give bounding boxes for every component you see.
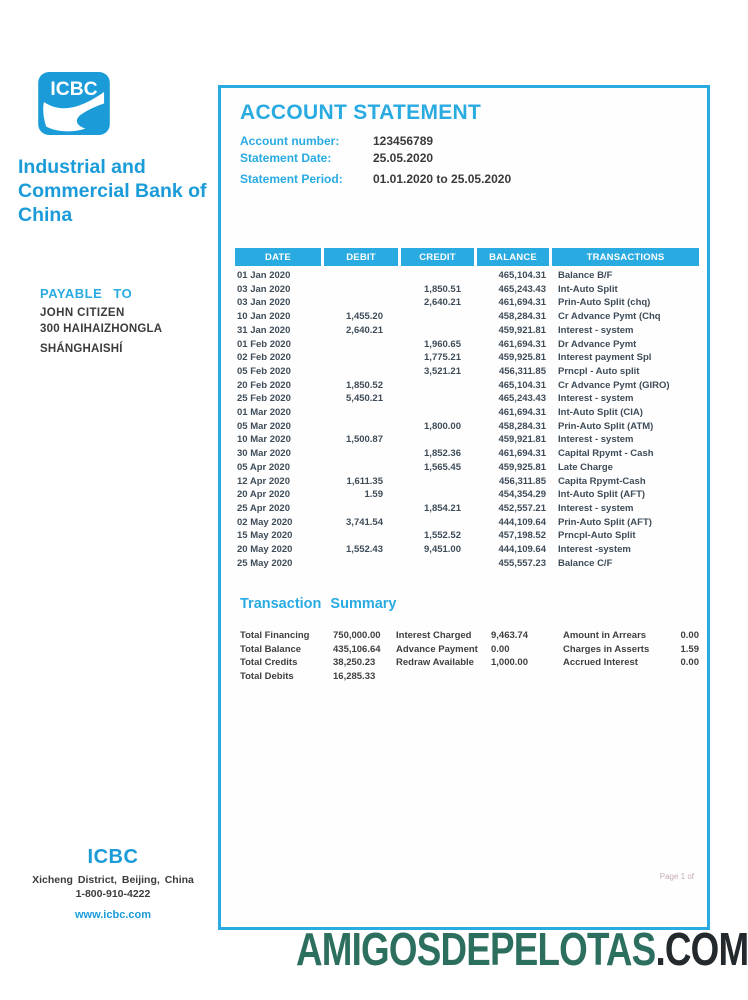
- summary-value: 1.59: [680, 643, 699, 655]
- table-row: [235, 379, 699, 393]
- cell-date: 10 Jan 2020: [237, 311, 291, 323]
- cell-debit: 5,450.21: [346, 393, 383, 405]
- summary-value: 0.00: [680, 657, 699, 668]
- cell-transaction: Capita Rpymt-Cash: [558, 475, 646, 487]
- cell-credit: [401, 488, 474, 502]
- table-row: [235, 433, 699, 447]
- cell-transaction: Interest -system: [558, 544, 631, 556]
- cell-debit: [324, 283, 398, 297]
- cell-date: 20 Feb 2020: [237, 379, 291, 391]
- cell-date: 25 Apr 2020: [237, 502, 290, 514]
- cell-credit: 1,852.36: [424, 448, 461, 460]
- cell-credit: [401, 516, 474, 530]
- cell-transaction: Prin-Auto Split (AFT): [558, 516, 652, 528]
- header-date: DATE: [235, 248, 321, 266]
- cell-transaction: Int-Auto Split (CIA): [558, 407, 643, 419]
- summary-value: 38,250.23: [333, 657, 376, 668]
- cell-date: 31 Jan 2020: [237, 324, 291, 336]
- statement-date-value: 25.05.2020: [373, 151, 434, 165]
- cell-date: 01 Mar 2020: [237, 407, 291, 419]
- cell-balance: 461,694.31: [498, 297, 546, 309]
- summary-label: Advance Payment: [396, 643, 478, 655]
- watermark-tld: .COM: [655, 923, 748, 975]
- transaction-summary-title: Transaction Summary: [240, 596, 397, 612]
- cell-date: 01 Feb 2020: [237, 338, 291, 350]
- summary-row: [563, 656, 699, 670]
- bank-full-name: [18, 156, 218, 227]
- summary-value: 9,463.74: [491, 630, 528, 641]
- cell-credit: 1,960.65: [424, 338, 461, 350]
- table-row: [235, 420, 699, 434]
- cell-credit: 1,552.52: [424, 530, 461, 542]
- table-row: [235, 543, 699, 557]
- cell-debit: [324, 529, 398, 543]
- table-row: [235, 296, 699, 310]
- cell-balance: 459,925.81: [498, 461, 546, 473]
- cell-debit: [324, 269, 398, 283]
- icbc-logo-icon: [38, 72, 110, 135]
- table-row: [235, 338, 699, 352]
- bank-name-line: Commercial Bank of: [18, 179, 207, 202]
- cell-date: 30 Mar 2020: [237, 448, 291, 460]
- cell-transaction: Int-Auto Split (AFT): [558, 489, 646, 501]
- summary-totals-group: [240, 629, 381, 683]
- cell-transaction: Balance C/F: [558, 557, 613, 569]
- cell-debit: [324, 351, 398, 365]
- cell-balance: 459,925.81: [498, 352, 546, 364]
- cell-balance: 455,557.23: [498, 557, 546, 569]
- summary-row: [240, 643, 381, 657]
- summary-label: Total Debits: [240, 670, 294, 682]
- cell-date: 05 Apr 2020: [237, 461, 290, 473]
- table-row: [235, 310, 699, 324]
- cell-debit: [324, 502, 398, 516]
- bank-name-line: Industrial and: [18, 156, 146, 178]
- summary-row: [396, 629, 528, 643]
- cell-transaction: Interest - system: [558, 434, 634, 446]
- summary-label: Total Balance: [240, 643, 302, 655]
- summary-row: [563, 643, 699, 657]
- cell-transaction: Capital Rpymt - Cash: [558, 448, 654, 460]
- statement-period-label: Statement Period:: [240, 172, 343, 186]
- cell-debit: [324, 557, 398, 571]
- svg-text:ICBC: ICBC: [50, 78, 98, 100]
- table-row: [235, 488, 699, 502]
- header-transactions: TRANSACTIONS: [552, 248, 699, 266]
- summary-value: 0.00: [491, 643, 510, 655]
- cell-credit: [401, 379, 474, 393]
- cell-transaction: Interest - system: [558, 502, 634, 514]
- summary-row: [396, 643, 528, 657]
- table-row: [235, 365, 699, 379]
- cell-balance: 454,354.29: [498, 489, 546, 501]
- transaction-summary-body: [240, 629, 700, 699]
- footer-bank-phone: 1-800-910-4222: [75, 888, 151, 900]
- statement-panel: [218, 85, 710, 930]
- cell-date: 25 May 2020: [237, 557, 293, 569]
- watermark-site-name: AMIGOSDEPELOTAS: [296, 923, 656, 975]
- cell-debit: 1,455.20: [346, 311, 383, 323]
- table-row: [235, 406, 699, 420]
- table-row: [235, 351, 699, 365]
- summary-label: Total Financing: [240, 630, 310, 641]
- page-indicator: Page 1 of: [659, 872, 694, 881]
- cell-debit: [324, 365, 398, 379]
- cell-balance: 465,104.31: [498, 379, 546, 391]
- summary-label: Charges in Asserts: [563, 643, 650, 655]
- summary-arrears-group: [563, 629, 699, 670]
- cell-transaction: Prncpl - Auto split: [558, 365, 640, 377]
- cell-transaction: Late Charge: [558, 461, 613, 473]
- cell-credit: [401, 433, 474, 447]
- table-row: [235, 557, 699, 571]
- cell-debit: 1,611.35: [346, 475, 383, 487]
- bank-name-line: China: [18, 203, 73, 226]
- table-row: [235, 269, 699, 283]
- cell-credit: 1,850.51: [424, 283, 461, 295]
- payable-to-block: [40, 286, 162, 355]
- cell-transaction: Interest payment Spl: [558, 352, 652, 364]
- summary-row: [396, 656, 528, 670]
- statement-title: ACCOUNT STATEMENT: [240, 101, 482, 124]
- cell-transaction: Cr Advance Pymt (Chq: [558, 311, 661, 323]
- table-row: [235, 283, 699, 297]
- cell-transaction: Cr Advance Pymt (GIRO): [558, 379, 670, 391]
- transactions-table: [235, 248, 699, 570]
- table-row: [235, 447, 699, 461]
- summary-value: 435,106.64: [333, 643, 381, 655]
- header-debit: DEBIT: [324, 248, 398, 266]
- footer-bank-address: Xicheng District, Beijing, China: [32, 874, 194, 886]
- cell-transaction: Balance B/F: [558, 270, 613, 281]
- cell-date: 10 Mar 2020: [237, 434, 291, 446]
- cell-debit: 1,850.52: [346, 379, 383, 391]
- summary-value: 1,000.00: [491, 657, 528, 668]
- summary-row: [240, 629, 381, 643]
- payee-name: JOHN CITIZEN: [40, 307, 125, 319]
- statement-period-value: 01.01.2020 to 25.05.2020: [373, 172, 512, 186]
- cell-date: 12 Apr 2020: [237, 475, 290, 487]
- cell-transaction: Prin-Auto Split (ATM): [558, 420, 654, 432]
- table-row: [235, 475, 699, 489]
- summary-value: 0.00: [680, 630, 699, 641]
- table-row: [235, 392, 699, 406]
- cell-balance: 458,284.31: [498, 311, 546, 323]
- cell-transaction: Int-Auto Split: [558, 283, 618, 295]
- cell-transaction: Prncpl-Auto Split: [558, 530, 636, 542]
- watermark: [296, 924, 748, 975]
- header-credit: CREDIT: [401, 248, 474, 266]
- cell-balance: 465,104.31: [498, 270, 546, 281]
- header-balance: BALANCE: [477, 248, 549, 266]
- cell-transaction: Dr Advance Pymt: [558, 338, 637, 350]
- summary-label: Interest Charged: [396, 630, 472, 641]
- account-number-row: [240, 134, 511, 148]
- transactions-table-header: [235, 248, 699, 266]
- icbc-logo: [38, 72, 110, 140]
- cell-credit: 2,640.21: [424, 297, 461, 309]
- cell-balance: 461,694.31: [498, 338, 546, 350]
- cell-balance: 457,198.52: [498, 530, 546, 542]
- cell-balance: 452,557.21: [498, 502, 546, 514]
- cell-date: 01 Jan 2020: [237, 270, 291, 281]
- payee-address-line2: SHÁNGHAISHÍ: [40, 343, 123, 355]
- statement-meta-fields: [240, 134, 511, 189]
- statement-date-label: Statement Date:: [240, 151, 332, 165]
- payee-address-line1: 300 HAIHAIZHONGLA: [40, 323, 163, 335]
- summary-row: [240, 670, 381, 684]
- cell-credit: [401, 324, 474, 338]
- cell-balance: 459,921.81: [498, 324, 546, 336]
- cell-credit: [401, 269, 474, 283]
- cell-debit: 1,500.87: [346, 434, 383, 446]
- statement-date-row: [240, 151, 511, 165]
- cell-credit: 3,521.21: [424, 365, 461, 377]
- cell-date: 02 May 2020: [237, 516, 293, 528]
- cell-balance: 465,243.43: [498, 283, 546, 295]
- cell-debit: [324, 406, 398, 420]
- cell-credit: [401, 392, 474, 406]
- table-row: [235, 502, 699, 516]
- cell-balance: 458,284.31: [498, 420, 546, 432]
- transaction-summary: [240, 596, 700, 699]
- cell-date: 03 Jan 2020: [237, 283, 291, 295]
- cell-balance: 444,109.64: [498, 516, 546, 528]
- cell-transaction: Interest - system: [558, 393, 634, 405]
- table-row: [235, 461, 699, 475]
- cell-debit: 1,552.43: [346, 544, 383, 556]
- cell-credit: [401, 557, 474, 571]
- cell-date: 05 Mar 2020: [237, 420, 291, 432]
- cell-credit: [401, 310, 474, 324]
- account-number-value: 123456789: [373, 134, 434, 148]
- cell-debit: 3,741.54: [346, 516, 383, 528]
- cell-credit: [401, 475, 474, 489]
- cell-date: 20 Apr 2020: [237, 489, 290, 501]
- cell-date: 15 May 2020: [237, 530, 293, 542]
- summary-row: [563, 629, 699, 643]
- summary-label: Redraw Available: [396, 657, 474, 668]
- cell-debit: 1.59: [364, 489, 383, 501]
- summary-label: Accrued Interest: [563, 657, 638, 668]
- summary-interest-group: [396, 629, 528, 670]
- table-row: [235, 516, 699, 530]
- cell-date: 02 Feb 2020: [237, 352, 291, 364]
- summary-row: [240, 656, 381, 670]
- table-row: [235, 324, 699, 338]
- account-number-label: Account number:: [240, 134, 340, 148]
- cell-date: 03 Jan 2020: [237, 297, 291, 309]
- bank-contact-block: [8, 846, 218, 921]
- summary-label: Amount in Arrears: [563, 630, 647, 641]
- footer-bank-name: ICBC: [87, 846, 139, 868]
- cell-date: 25 Feb 2020: [237, 393, 291, 405]
- cell-balance: 461,694.31: [498, 407, 546, 419]
- cell-balance: 461,694.31: [498, 448, 546, 460]
- summary-value: 16,285.33: [333, 670, 376, 682]
- cell-balance: 456,311.85: [498, 475, 546, 487]
- cell-credit: 1,775.21: [424, 352, 461, 364]
- cell-credit: 1,854.21: [424, 502, 461, 514]
- cell-credit: 1,800.00: [424, 420, 461, 432]
- cell-credit: [401, 406, 474, 420]
- table-row: [235, 529, 699, 543]
- footer-bank-website: www.icbc.com: [74, 909, 151, 921]
- cell-transaction: Interest - system: [558, 324, 634, 336]
- summary-label: Total Credits: [240, 657, 298, 668]
- cell-balance: 465,243.43: [498, 393, 546, 405]
- cell-credit: 9,451.00: [424, 544, 461, 556]
- transactions-table-body: [235, 269, 699, 570]
- cell-balance: 459,921.81: [498, 434, 546, 446]
- payable-to-label: PAYABLE TO: [40, 286, 133, 301]
- cell-debit: [324, 461, 398, 475]
- cell-transaction: Prin-Auto Split (chq): [558, 297, 651, 309]
- cell-credit: 1,565.45: [424, 461, 461, 473]
- cell-date: 20 May 2020: [237, 544, 293, 556]
- cell-debit: [324, 420, 398, 434]
- cell-debit: [324, 296, 398, 310]
- cell-debit: [324, 338, 398, 352]
- cell-debit: 2,640.21: [346, 324, 383, 336]
- cell-debit: [324, 447, 398, 461]
- cell-balance: 456,311.85: [498, 365, 546, 377]
- cell-date: 05 Feb 2020: [237, 365, 291, 377]
- summary-value: 750,000.00: [333, 630, 381, 641]
- statement-period-row: [240, 172, 511, 186]
- cell-balance: 444,109.64: [498, 544, 546, 556]
